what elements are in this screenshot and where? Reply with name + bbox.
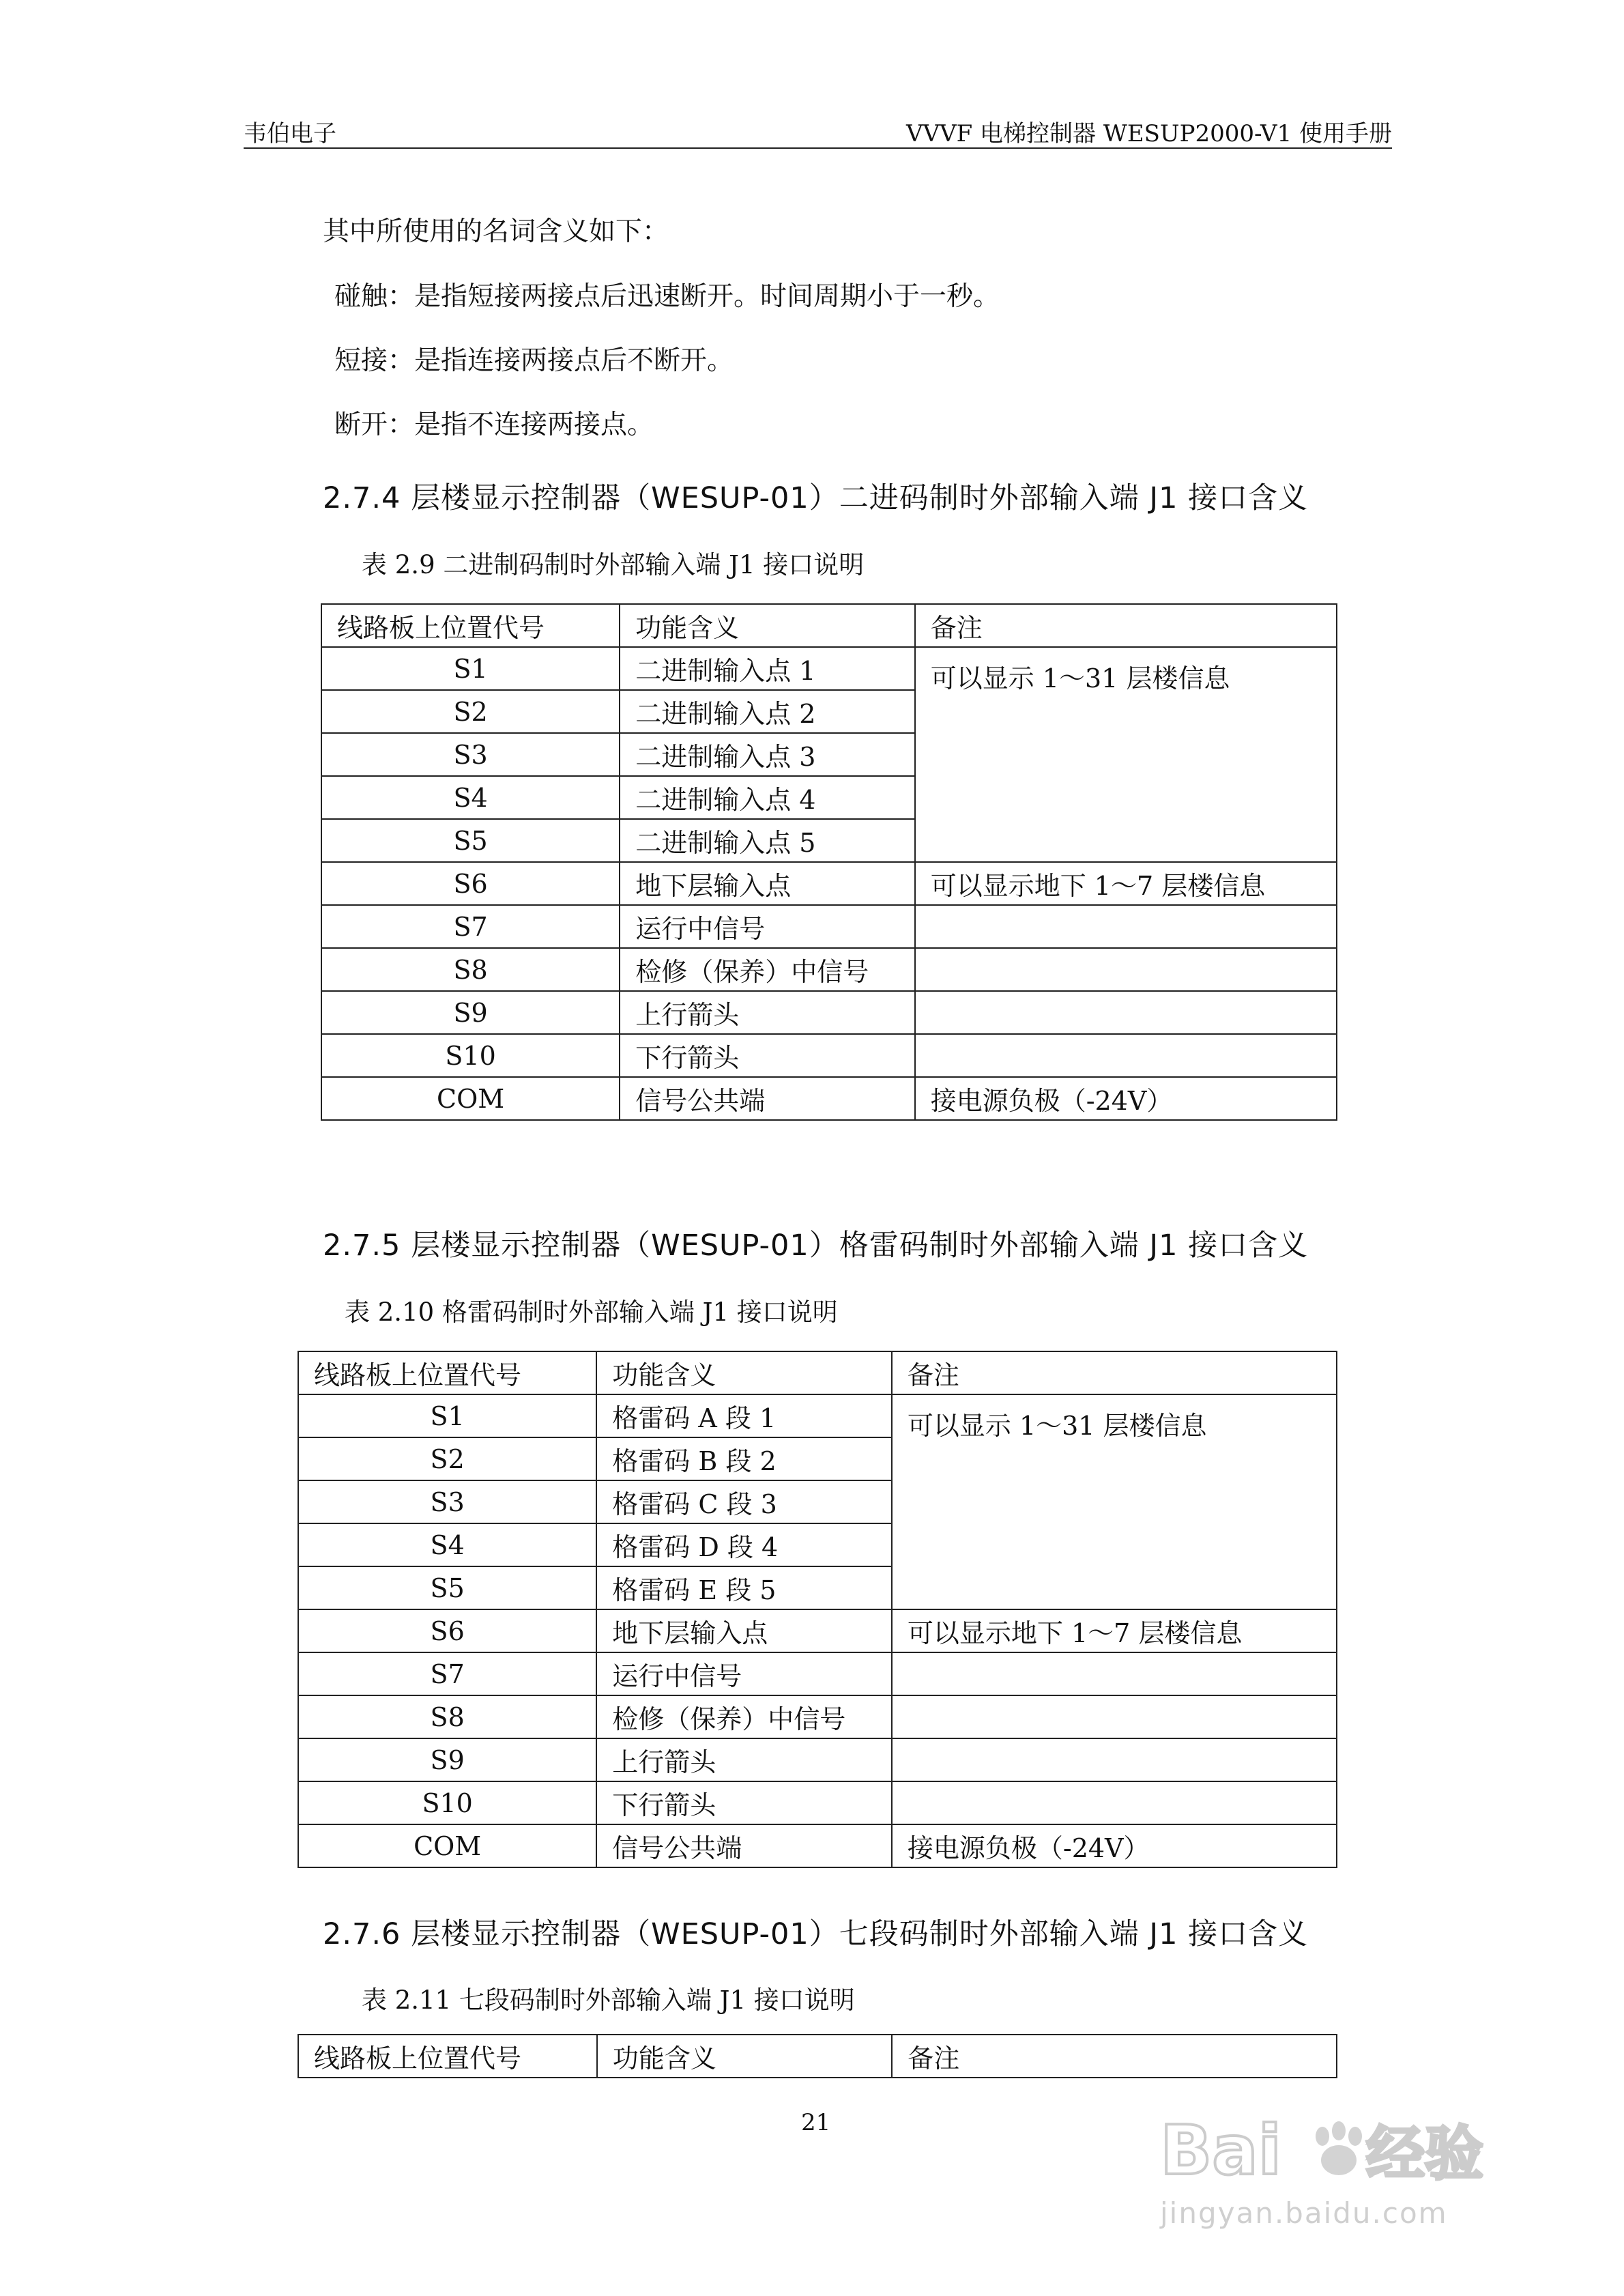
cell-function: 二进制输入点 1: [620, 647, 915, 690]
table-row: [298, 1394, 1337, 1437]
cell-function: 格雷码 C 段 3: [596, 1480, 892, 1523]
cell-function: 下行箭头: [620, 1034, 915, 1077]
cell-code: S9: [321, 991, 620, 1034]
cell-code: S5: [298, 1566, 596, 1609]
table-row: [321, 905, 1337, 948]
table-row: [321, 647, 1337, 690]
cell-note: [892, 1695, 1337, 1738]
cell-code: S2: [321, 690, 620, 733]
cell-function: 运行中信号: [596, 1652, 892, 1695]
table-row: [321, 948, 1337, 991]
cell-function: 检修（保养）中信号: [596, 1695, 892, 1738]
table-row: [298, 1824, 1337, 1867]
table-2-10: [298, 1351, 1337, 1868]
cell-code: COM: [321, 1077, 620, 1120]
cell-code: S8: [321, 948, 620, 991]
cell-function: 格雷码 E 段 5: [596, 1566, 892, 1609]
table-2-9: [321, 603, 1337, 1121]
cell-note: [915, 1034, 1337, 1077]
cell-code: S8: [298, 1695, 596, 1738]
cell-function: 信号公共端: [620, 1077, 915, 1120]
cell-code: S4: [298, 1523, 596, 1566]
cell-function: 地下层输入点: [596, 1609, 892, 1652]
cell-code: S3: [321, 733, 620, 776]
table-row: [298, 1695, 1337, 1738]
cell-code: S4: [321, 776, 620, 819]
table-header-row: [298, 1351, 1337, 1394]
table-row: [321, 862, 1337, 905]
cell-function: 二进制输入点 5: [620, 819, 915, 862]
cell-code: S9: [298, 1738, 596, 1781]
col-header-code: 线路板上位置代号: [298, 2035, 597, 2078]
table-header-row: [321, 604, 1337, 647]
term-touch: 碰触：是指短接两接点后迅速断开。时间周期小于一秒。: [334, 281, 1000, 312]
cell-code: S3: [298, 1480, 596, 1523]
cell-note: 接电源负极（-24V）: [892, 1824, 1337, 1867]
cell-function: 下行箭头: [596, 1781, 892, 1824]
cell-function: 格雷码 D 段 4: [596, 1523, 892, 1566]
table-row: [298, 1781, 1337, 1824]
cell-note: [915, 905, 1337, 948]
table-row: [321, 1034, 1337, 1077]
col-header-note: 备注: [892, 2035, 1337, 2078]
cell-function: 格雷码 A 段 1: [596, 1394, 892, 1437]
cell-function: 地下层输入点: [620, 862, 915, 905]
table-row: [321, 1077, 1337, 1120]
col-header-function: 功能含义: [597, 2035, 892, 2078]
col-header-code: 线路板上位置代号: [321, 604, 620, 647]
table-row: [298, 1609, 1337, 1652]
cell-code: S6: [298, 1609, 596, 1652]
table-header-row: [298, 2035, 1337, 2078]
cell-code: S2: [298, 1437, 596, 1480]
page-number: 21: [801, 2109, 831, 2136]
section-heading-2-7-6: 2.7.6 层楼显示控制器（WESUP-01）七段码制时外部输入端 J1 接口含义: [323, 1917, 1309, 1951]
cell-function: 上行箭头: [620, 991, 915, 1034]
watermark: [1160, 2109, 1542, 2239]
table-row: [298, 1652, 1337, 1695]
cell-function: 二进制输入点 2: [620, 690, 915, 733]
header-left: 韦伯电子: [244, 120, 336, 147]
col-header-note: 备注: [892, 1351, 1337, 1394]
table-row: [298, 1738, 1337, 1781]
header-rule: [244, 147, 1392, 149]
cell-note: 接电源负极（-24V）: [915, 1077, 1337, 1120]
cell-function: 二进制输入点 4: [620, 776, 915, 819]
cell-code: S1: [321, 647, 620, 690]
table-2-11: [298, 2034, 1337, 2078]
cell-code: S10: [321, 1034, 620, 1077]
col-header-code: 线路板上位置代号: [298, 1351, 596, 1394]
cell-note: [915, 991, 1337, 1034]
term-short: 短接：是指连接两接点后不断开。: [334, 345, 734, 376]
cell-code: S6: [321, 862, 620, 905]
cell-function: 格雷码 B 段 2: [596, 1437, 892, 1480]
col-header-note: 备注: [915, 604, 1337, 647]
svg-text:Bai: Bai: [1160, 2110, 1281, 2190]
cell-function: 检修（保养）中信号: [620, 948, 915, 991]
cell-note: [892, 1781, 1337, 1824]
cell-note: 可以显示地下 1～7 层楼信息: [892, 1609, 1337, 1652]
table-caption-2-11: 表 2.11 七段码制时外部输入端 J1 接口说明: [362, 1985, 855, 2015]
header-right: VVVF 电梯控制器 WESUP2000-V1 使用手册: [906, 120, 1392, 147]
watermark-url: jingyan.baidu.com: [1160, 2196, 1448, 2230]
cell-function: 二进制输入点 3: [620, 733, 915, 776]
cell-code: S1: [298, 1394, 596, 1437]
term-open: 断开：是指不连接两接点。: [334, 410, 654, 440]
intro-lead: 其中所使用的名词含义如下：: [323, 216, 669, 247]
baidu-logo-icon: [1160, 2109, 1542, 2191]
cell-note: [892, 1738, 1337, 1781]
cell-note: [915, 948, 1337, 991]
cell-code: COM: [298, 1824, 596, 1867]
section-heading-2-7-4: 2.7.4 层楼显示控制器（WESUP-01）二进码制时外部输入端 J1 接口含义: [323, 481, 1309, 515]
col-header-function: 功能含义: [596, 1351, 892, 1394]
table-row: [321, 991, 1337, 1034]
table-caption-2-9: 表 2.9 二进制码制时外部输入端 J1 接口说明: [362, 550, 865, 579]
cell-code: S7: [321, 905, 620, 948]
cell-note: 可以显示地下 1～7 层楼信息: [915, 862, 1337, 905]
svg-text:经验: 经验: [1366, 2120, 1483, 2188]
cell-code: S7: [298, 1652, 596, 1695]
cell-code: S5: [321, 819, 620, 862]
cell-function: 上行箭头: [596, 1738, 892, 1781]
cell-function: 运行中信号: [620, 905, 915, 948]
section-heading-2-7-5: 2.7.5 层楼显示控制器（WESUP-01）格雷码制时外部输入端 J1 接口含义: [323, 1229, 1309, 1263]
table-caption-2-10: 表 2.10 格雷码制时外部输入端 J1 接口说明: [345, 1297, 838, 1327]
cell-note: 可以显示 1～31 层楼信息: [892, 1394, 1337, 1609]
cell-code: S10: [298, 1781, 596, 1824]
cell-function: 信号公共端: [596, 1824, 892, 1867]
cell-note: 可以显示 1～31 层楼信息: [915, 647, 1337, 862]
col-header-function: 功能含义: [620, 604, 915, 647]
cell-note: [892, 1652, 1337, 1695]
